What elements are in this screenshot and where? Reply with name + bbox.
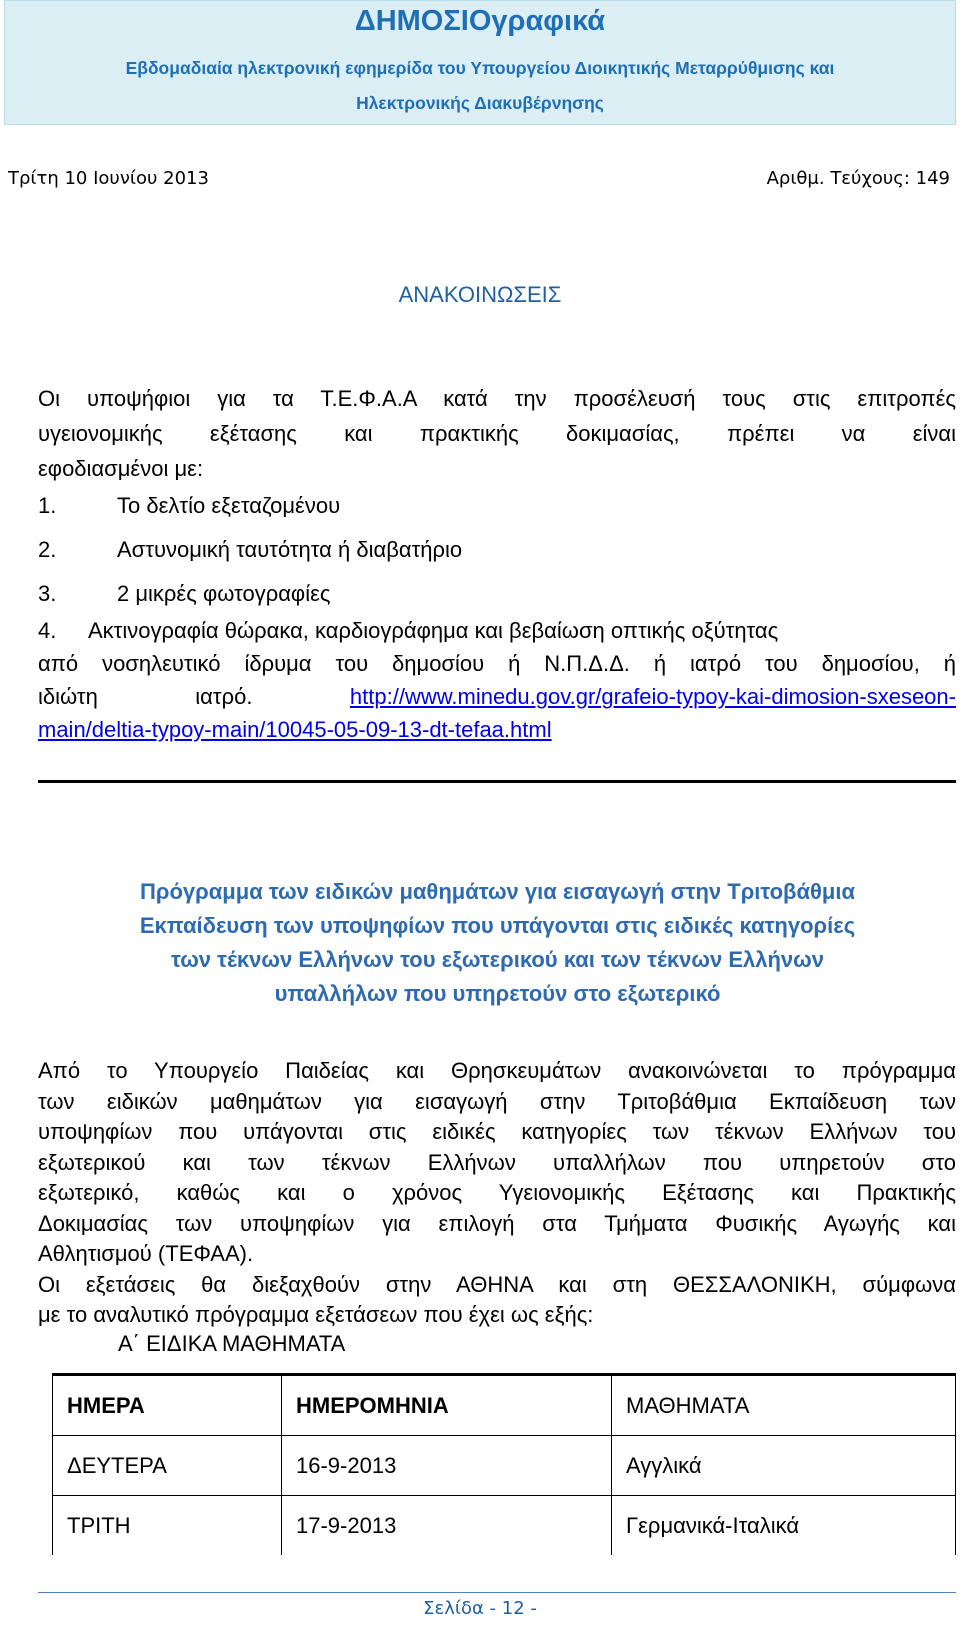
press-release-link-continued[interactable]: main/deltia-typoy-main/10045-05-09-13-dt-tefaa.html (38, 717, 552, 742)
requirements-list (38, 484, 956, 616)
section-divider (38, 780, 956, 783)
table-cell: 17-9-2013 (282, 1496, 612, 1556)
headline-line: υπαλλήλων που υπηρετούν στο εξωτερικό (274, 981, 721, 1006)
section-heading: ΑΝΑΚΟΙΝΩΣΕΙΣ (398, 282, 562, 307)
table-header-cell: ΗΜΕΡΟΜΗΝΙΑ (282, 1375, 612, 1436)
req4-line1 (38, 614, 956, 647)
table-header-cell: ΜΑΘΗΜΑΤΑ (612, 1375, 956, 1436)
body-line: Δοκιμασίας των υποψηφίων για επιλογή στα Τμήματα Φυσικής Αγωγής και (38, 1210, 956, 1236)
list-item-number: 4. (38, 618, 57, 643)
press-release-link[interactable]: http://www.minedu.gov.gr/grafeio-typoy-kai-dimosion-sxeseon- (349, 684, 956, 709)
list-item (38, 572, 956, 616)
newspaper-subtitle-line2: Ηλεκτρονικής Διακυβέρνησης (356, 93, 604, 113)
table-cell: Αγγλικά (612, 1436, 956, 1496)
table-row (53, 1496, 956, 1556)
table-cell: ΤΡΙΤΗ (53, 1496, 282, 1556)
body-line: Αθλητισμού (ΤΕΦΑΑ). (38, 1241, 254, 1266)
table-cell: Γερμανικά-Ιταλικά (612, 1496, 956, 1556)
intro-line: Οι υποψήφιοι για τα Τ.Ε.Φ.Α.Α κατά την προσέλευσή τους στις επιτροπές (38, 386, 956, 411)
list-item (38, 484, 956, 528)
newspaper-title: ΔΗΜΟΣΙΟγραφικά (354, 5, 606, 37)
list-item-number: 2. (38, 537, 57, 562)
body-line: υποψηφίων που υπάγονται στις ειδικές κατηγορίες των τέκνων Ελλήνων του (38, 1119, 956, 1144)
intro-line: υγειονομικής εξέτασης και πρακτικής δοκιμασίας, πρέπει να είναι (38, 421, 956, 446)
footer-divider (38, 1592, 956, 1593)
newspaper-subtitle-line1: Εβδομαδιαία ηλεκτρονική εφημερίδα του Υπουργείου Διοικητικής Μεταρρύθμισης και (125, 58, 835, 78)
article-headline (40, 875, 955, 1011)
req4-line4 (38, 713, 956, 746)
table-header-row (53, 1375, 956, 1436)
body-line: εξωτερικού και των τέκνων Ελλήνων υπαλλήλων που υπηρετούν στο (38, 1149, 956, 1175)
page-number: Σελίδα - 12 - (423, 1598, 537, 1619)
announcement-intro (38, 381, 956, 486)
masthead-banner (4, 0, 956, 125)
req4-line3 (38, 680, 956, 713)
list-item-text: Αστυνομική ταυτότητα ή διαβατήριο (117, 537, 463, 562)
intro-line: εφοδιασμένοι με: (38, 456, 204, 481)
table-header-cell: ΗΜΕΡΑ (53, 1375, 282, 1436)
table-row (53, 1436, 956, 1496)
list-item-number: 1. (38, 493, 57, 518)
headline-line: των τέκνων Ελλήνων του εξωτερικού και των τέκνων Ελλήνων (171, 947, 824, 972)
table-cell: ΔΕΥΤΕΡΑ (53, 1436, 282, 1496)
body-line: Από το Υπουργείο Παιδείας και Θρησκευμάτων ανακοινώνεται το πρόγραμμα (38, 1058, 956, 1083)
list-item-text: Το δελτίο εξεταζομένου (117, 493, 341, 518)
requirement-item-4 (38, 614, 956, 746)
list-item-text: 2 μικρές φωτογραφίες (117, 581, 331, 606)
req4-text-line1: Ακτινογραφία θώρακα, καρδιογράφημα και βεβαίωση οπτικής οξύτητας (88, 618, 779, 643)
req4-text-line3: ιδιώτη ιατρό. (38, 684, 253, 709)
body-line: Οι εξετάσεις θα διεξαχθούν στην ΑΘΗΝΑ και στη ΘΕΣΣΑΛΟΝΙΚΗ, σύμφωνα (38, 1271, 956, 1297)
table-cell: 16-9-2013 (282, 1436, 612, 1496)
headline-line: Εκπαίδευση των υποψηφίων που υπάγονται στις ειδικές κατηγορίες (139, 913, 856, 938)
headline-line: Πρόγραμμα των ειδικών μαθημάτων για εισαγωγή στην Τριτοβάθμια (139, 879, 856, 904)
list-item-number: 3. (38, 581, 57, 606)
subsection-heading: Α΄ ΕΙΔΙΚΑ ΜΑΘΗΜΑΤΑ (118, 1331, 346, 1356)
issue-number: Αριθμ. Τεύχους: 149 (766, 168, 950, 189)
article-body (38, 1056, 956, 1331)
body-line: με το αναλυτικό πρόγραμμα εξετάσεων που έχει ως εξής: (38, 1302, 594, 1327)
list-item (38, 528, 956, 572)
issue-date: Τρίτη 10 Ιουνίου 2013 (8, 168, 209, 189)
req4-text-line2: από νοσηλευτικό ίδρυμα του δημοσίου ή Ν.Π.Δ.Δ. ή ιατρό του δημοσίου, ή (38, 651, 956, 676)
body-line: των ειδικών μαθημάτων για εισαγωγή στην Τριτοβάθμια Εκπαίδευση των (38, 1088, 956, 1114)
body-line: εξωτερικό, καθώς και ο χρόνος Υγειονομικής Εξέτασης και Πρακτικής (38, 1180, 956, 1205)
exam-schedule-table (52, 1373, 956, 1555)
